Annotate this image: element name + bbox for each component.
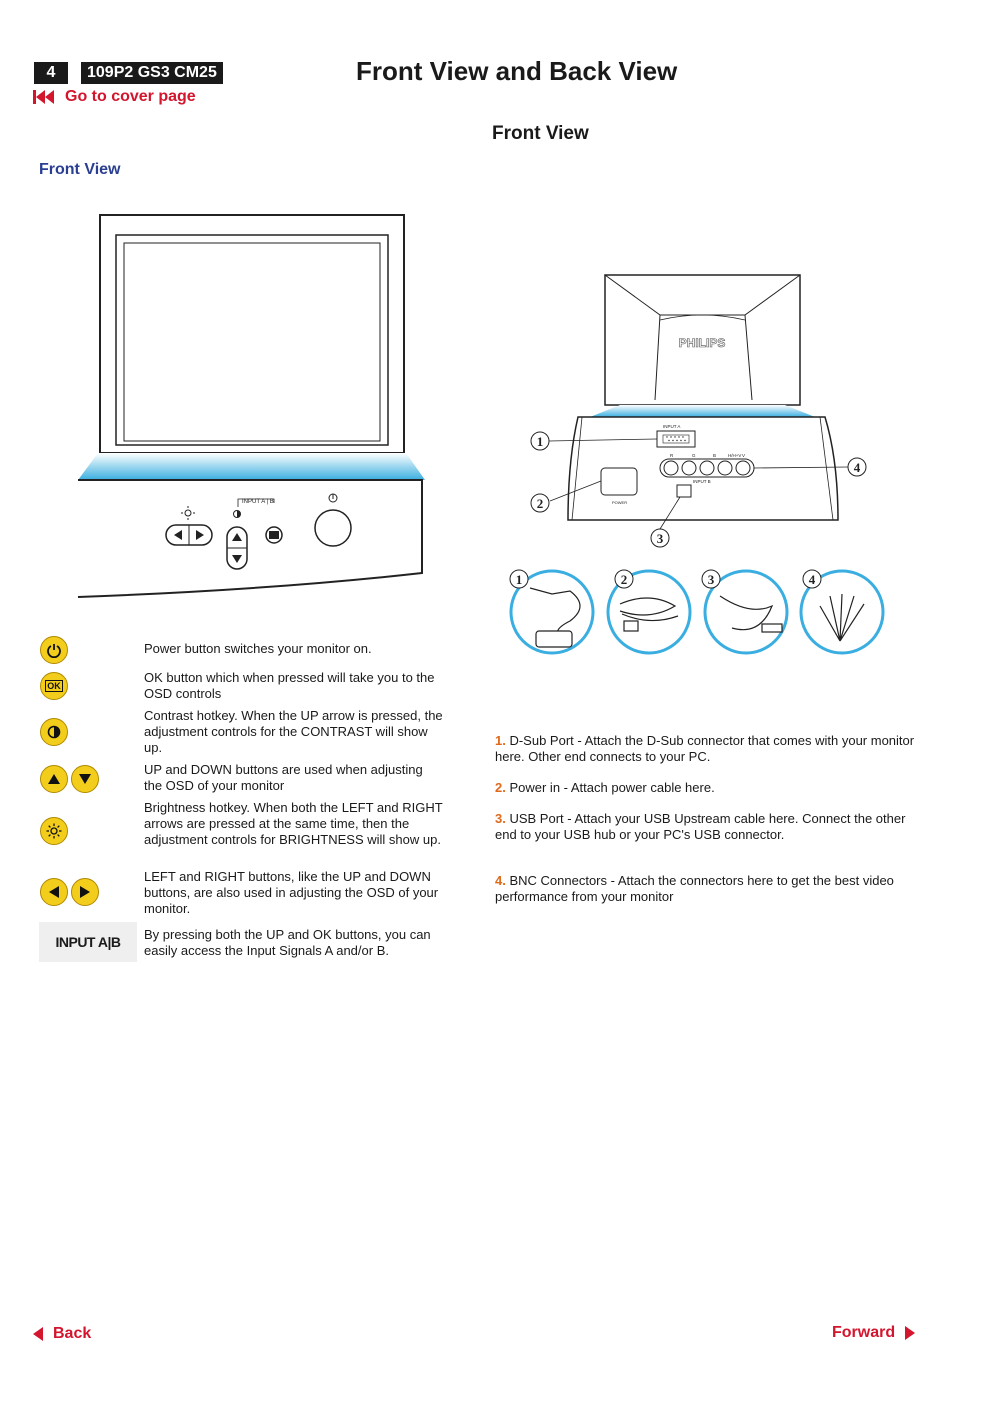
note-dsub: 1. D-Sub Port - Attach the D-Sub connector that comes with your monitor here. Other end connects to your PC.	[495, 733, 915, 764]
forward-link[interactable]	[832, 1324, 915, 1342]
back-power-label: POWER	[612, 500, 628, 505]
power-icon	[40, 636, 68, 664]
note-usb: 3. USB Port - Attach your USB Upstream cable here. Connect the other end to your USB hub or your PC's USB connector.	[495, 811, 906, 842]
input-ab-icon	[39, 922, 137, 962]
back-monitor-illustration	[520, 265, 880, 550]
forward-label: Forward	[832, 1324, 896, 1341]
ok-description: OK button which when pressed will take you to the OSD controls	[144, 670, 435, 701]
section-subtitle: Front View	[492, 123, 589, 144]
go-to-cover-link[interactable]	[33, 88, 196, 106]
brightness-icon	[40, 817, 68, 845]
callout-2: 2	[536, 496, 544, 511]
input-ab-badge-label: INPUT A|B	[55, 934, 121, 950]
back-link[interactable]	[33, 1325, 91, 1343]
back-arrow-icon	[33, 1326, 43, 1342]
cable-callout-1: 1	[515, 572, 523, 587]
back-v-label: V	[742, 453, 746, 458]
input-ab-label: INPUT A | B	[242, 499, 274, 505]
front-view-heading: Front View	[39, 161, 121, 178]
note-power: 2. Power in - Attach power cable here.	[495, 780, 715, 795]
callout-1: 1	[536, 434, 544, 449]
right-arrow-icon	[71, 878, 99, 906]
model-label: 109P2 GS3 CM25	[81, 62, 223, 84]
back-label: Back	[53, 1325, 92, 1342]
skip-back-icon	[33, 89, 55, 105]
cables-illustration	[500, 566, 900, 661]
back-input-a-label: INPUT A	[663, 424, 681, 429]
callout-4: 4	[853, 460, 861, 475]
up-arrow-icon	[40, 765, 68, 793]
down-arrow-icon	[71, 765, 99, 793]
contrast-description: Contrast hotkey. When the UP arrow is pressed, the adjustment controls for the CONTRAST will show up.	[144, 708, 443, 755]
back-r-label: R	[670, 453, 674, 458]
power-description: Power button switches your monitor on.	[144, 641, 372, 656]
input-ab-description: By pressing both the UP and OK buttons, you can easily access the Input Signals A and/or B.	[144, 927, 431, 958]
back-g-label: G	[692, 453, 696, 458]
callout-3: 3	[656, 531, 664, 546]
cable-callout-3: 3	[707, 572, 715, 587]
page-number: 4	[34, 62, 68, 84]
cover-link-label: Go to cover page	[65, 88, 196, 105]
note-bnc: 4. BNC Connectors - Attach the connectors here to get the best video performance from your monitor	[495, 873, 894, 904]
contrast-icon	[40, 718, 68, 746]
back-hv-label: H/H+V	[728, 453, 742, 458]
ok-icon-label: OK	[47, 681, 61, 691]
left-arrow-icon	[40, 878, 68, 906]
ok-icon	[40, 672, 68, 700]
page-title: Front View and Back View	[356, 56, 678, 86]
left-right-description: LEFT and RIGHT buttons, like the UP and DOWN buttons, are also used in adjusting the OSD of your monitor.	[144, 869, 439, 916]
back-input-b-label: INPUT B	[693, 479, 711, 484]
back-b-label: B	[713, 453, 717, 458]
philips-brand: PHILIPS	[678, 336, 726, 350]
front-monitor-illustration	[70, 205, 430, 605]
up-down-description: UP and DOWN buttons are used when adjusting the OSD of your monitor	[144, 762, 423, 793]
cable-callout-2: 2	[620, 572, 628, 587]
forward-arrow-icon	[905, 1325, 915, 1341]
cable-callout-4: 4	[808, 572, 816, 587]
brightness-description: Brightness hotkey. When both the LEFT and RIGHT arrows are pressed at the same time, then the adjustment controls for BRIGHTNESS will show up.	[144, 800, 443, 847]
